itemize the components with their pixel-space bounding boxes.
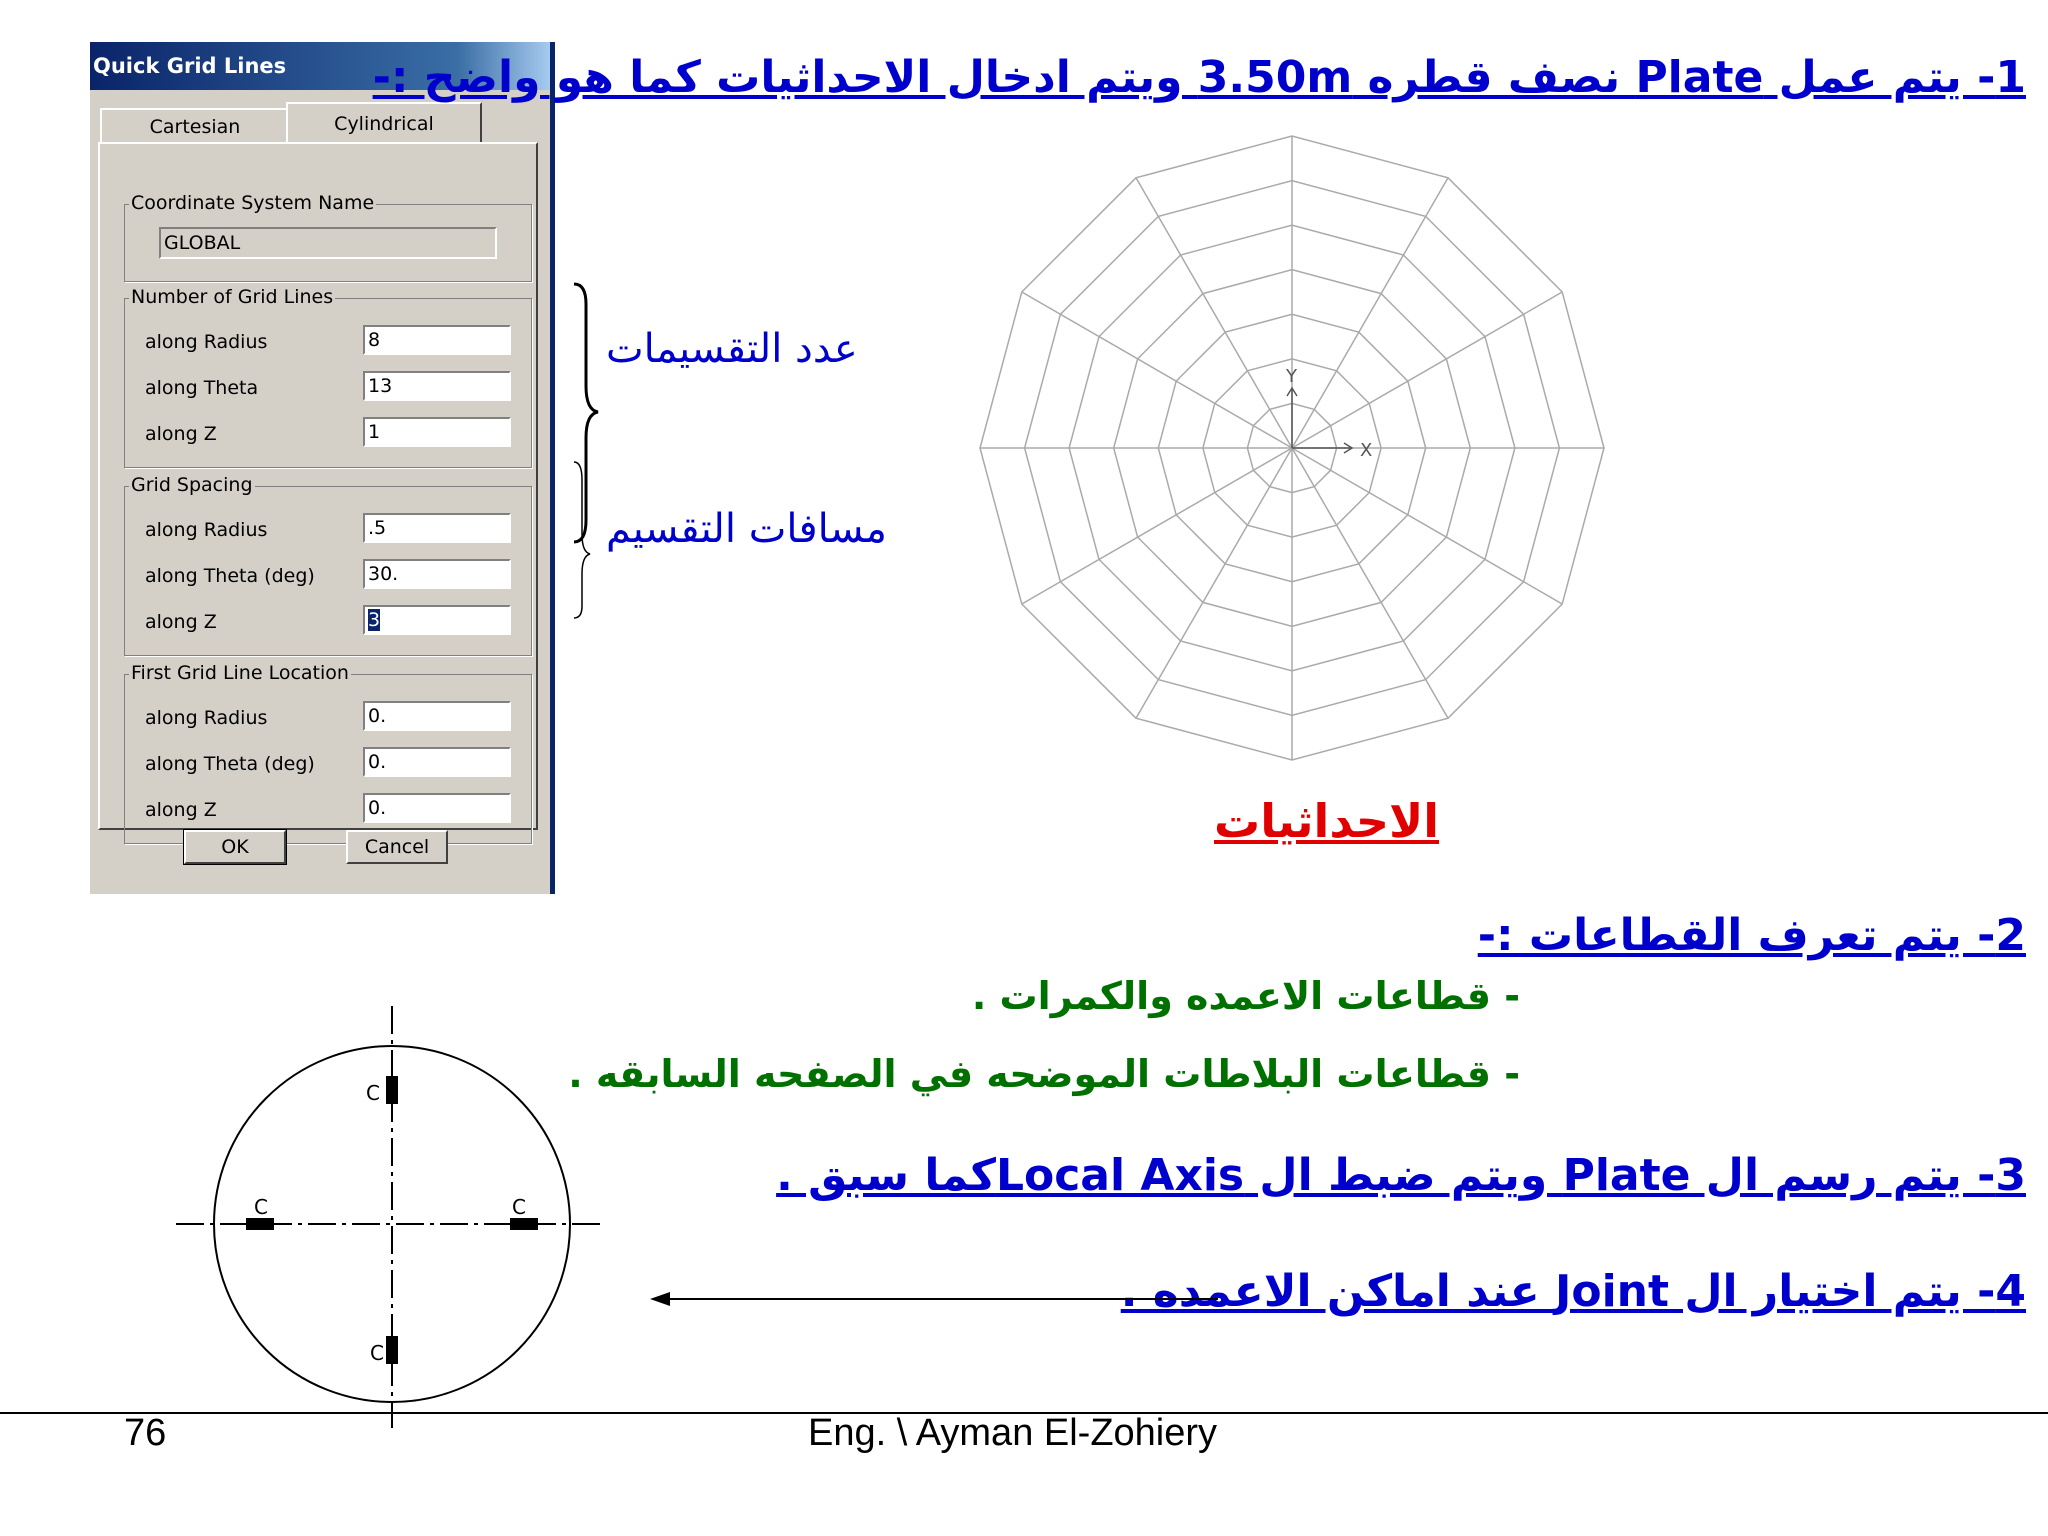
brace-grid-spacing <box>574 462 590 618</box>
grid-spacing-label: Grid Spacing <box>131 474 253 496</box>
column-label-left: C <box>254 1195 268 1219</box>
coordinate-system-name-field[interactable]: GLOBAL <box>159 227 497 259</box>
step-4-text: 4- يتم اختيار ال Joint عند اماكن الاعمده . <box>1120 1266 2026 1317</box>
y-axis-label: Y <box>1286 366 1297 387</box>
column-label-top: C <box>366 1081 380 1105</box>
column-right <box>510 1218 538 1230</box>
num-z-input[interactable]: 1 <box>363 417 511 447</box>
quick-grid-lines-dialog <box>90 42 555 894</box>
coordinate-system-label: Coordinate System Name <box>131 192 375 214</box>
division-spacing-label: مسافات التقسيم <box>606 506 887 552</box>
cancel-button[interactable]: Cancel <box>346 830 448 864</box>
pointer-arrowhead <box>650 1292 670 1306</box>
spacing-theta-input[interactable]: 30. <box>363 559 511 589</box>
column-bottom <box>386 1336 398 1364</box>
polar-grid-drawing <box>960 130 1640 770</box>
first-z-label: along Z <box>145 799 217 821</box>
spacing-radius-input[interactable]: .5 <box>363 513 511 543</box>
bullet-column-beam-sections: - قطاعات الاعمده والكمرات . <box>971 974 1520 1018</box>
tab-cartesian[interactable]: Cartesian <box>100 108 288 144</box>
number-of-grid-lines-label: Number of Grid Lines <box>131 286 334 308</box>
ok-button[interactable]: OK <box>184 830 286 864</box>
column-label-right: C <box>512 1195 526 1219</box>
num-z-label: along Z <box>145 423 217 445</box>
column-left <box>246 1218 274 1230</box>
first-theta-label: along Theta (deg) <box>145 753 315 775</box>
num-radius-input[interactable]: 8 <box>363 325 511 355</box>
first-z-input[interactable]: 0. <box>363 793 511 823</box>
step-3-text: 3- يتم رسم ال Plate ويتم ضبط ال Local Axisكما سبق . <box>776 1150 2026 1201</box>
tab-panel <box>98 142 538 830</box>
author-credit: Eng. \ Ayman El-Zohiery <box>808 1412 1218 1454</box>
step-1-text: 1- يتم عمل Plate نصف قطره 3.50m ويتم ادخال الاحداثيات كما هو واضح :- <box>372 52 2026 103</box>
spacing-z-selected-text: 3 <box>368 609 381 631</box>
tab-cylindrical[interactable]: Cylindrical <box>286 102 482 144</box>
brace-number-of-lines <box>574 284 598 542</box>
dialog-title: Quick Grid Lines <box>90 42 550 90</box>
x-axis-label: X <box>1360 440 1373 461</box>
num-radius-label: along Radius <box>145 331 268 353</box>
first-grid-line-location-label: First Grid Line Location <box>131 662 349 684</box>
step-2-text: 2- يتم تعرف القطاعات :- <box>1477 910 2026 961</box>
spacing-radius-label: along Radius <box>145 519 268 541</box>
first-radius-label: along Radius <box>145 707 268 729</box>
braces <box>560 270 610 620</box>
first-theta-input[interactable]: 0. <box>363 747 511 777</box>
pointer-arrow <box>648 1284 1222 1314</box>
page-number: 76 <box>124 1412 167 1454</box>
column-label-bottom: C <box>370 1341 384 1365</box>
first-grid-line-location-group <box>124 662 532 844</box>
first-radius-input[interactable]: 0. <box>363 701 511 731</box>
grid-spacing-group <box>124 474 532 656</box>
coordinate-system-group <box>124 192 532 282</box>
spacing-z-label: along Z <box>145 611 217 633</box>
num-theta-label: along Theta <box>145 377 259 399</box>
spacing-theta-label: along Theta (deg) <box>145 565 315 587</box>
number-of-grid-lines-group <box>124 286 532 468</box>
column-layout-drawing <box>170 1000 620 1440</box>
origin-axes <box>1287 388 1352 453</box>
spacing-z-input[interactable] <box>363 605 511 635</box>
column-top <box>386 1076 398 1104</box>
num-theta-input[interactable]: 13 <box>363 371 511 401</box>
coordinates-title: الاحداثيات <box>1214 794 1440 848</box>
number-of-divisions-label: عدد التقسيمات <box>606 326 858 372</box>
bullet-slab-sections: - قطاعات البلاطات الموضحه في الصفحه السابقه . <box>568 1052 1520 1096</box>
